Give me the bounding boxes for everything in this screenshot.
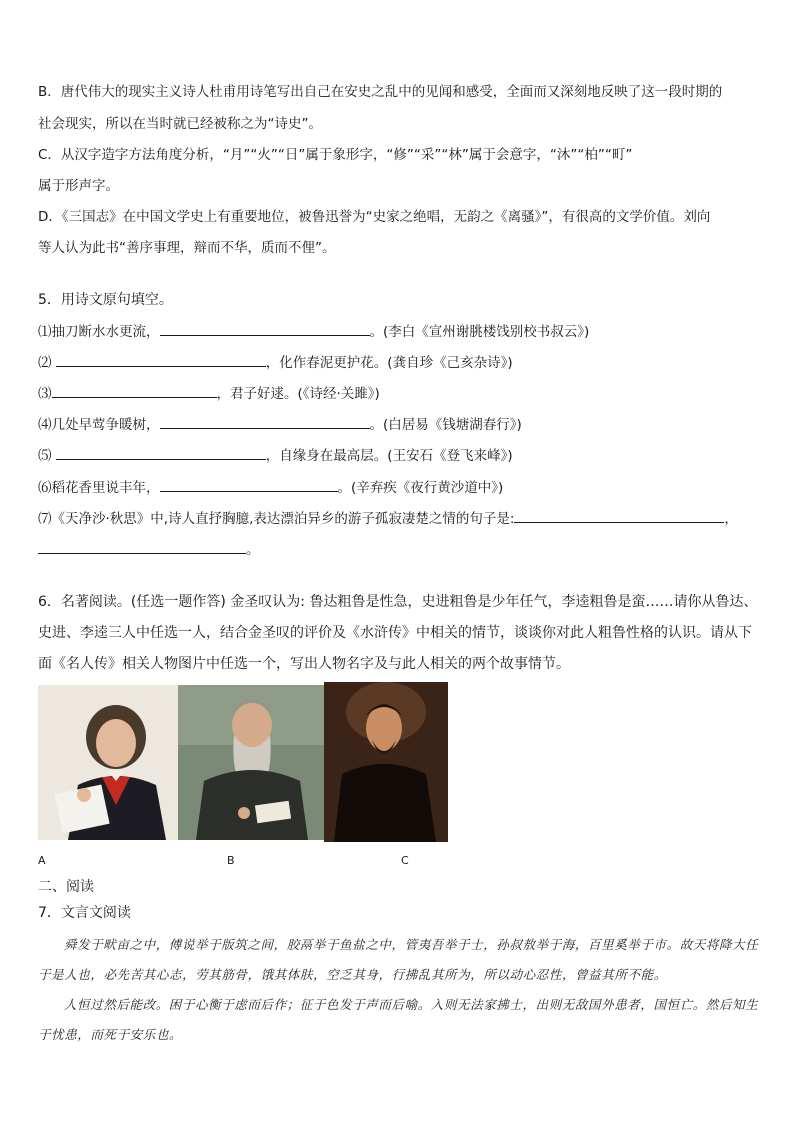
q5-item-2-source: ，化作春泥更护花。(龚自珍《己亥杂诗》) [265,355,513,371]
q5-item-5-source: ，自缘身在最高层。(王安石《登飞来峰》) [265,448,513,464]
q5-item-5-prefix: ⑸ [38,448,56,464]
q5-item-3-prefix: ⑶ [38,386,52,402]
answer-blank[interactable] [160,321,370,336]
q5-item-7-cont [38,539,260,560]
q5-item-4 [38,414,522,435]
q5-item-2 [38,352,513,373]
q5-item-7-comma: ， [724,511,738,527]
q4-option-b-line1: B．唐代伟大的现实主义诗人杜甫用诗笔写出自己在安史之乱中的见闻和感受，全面而又深刻地反映了这一段时期的 [38,84,723,100]
q5-item-3-source: ，君子好逑。(《诗经·关雎》) [216,386,380,402]
answer-blank[interactable] [38,539,246,554]
portrait-a-caption: A [38,854,46,867]
q5-item-1-source: 。(李白《宣州谢朓楼饯别校书叔云》) [369,324,590,340]
portrait-c-caption: C [401,854,409,867]
q5-item-1-prefix: ⑴抽刀断水水更流， [38,324,160,340]
answer-blank[interactable] [514,508,724,523]
q5-item-1 [38,321,589,342]
portrait-a-image [38,685,178,840]
q6-line2: 史进、李逵三人中任选一人，结合金圣叹的评价及《水浒传》中相关的情节，谈谈你对此人粗鲁性格的认识。请从下 [38,625,752,641]
q4-option-c-line2: 属于形声字。 [38,178,119,194]
q6-line3: 面《名人传》相关人物图片中任选一个，写出人物名字及与此人相关的两个故事情节。 [38,656,570,672]
q5-item-3 [38,383,380,404]
q5-item-7-prefix: ⑺《天净沙·秋思》中,诗人直抒胸臆,表达漂泊异乡的游子孤寂凄楚之情的句子是: [38,511,515,527]
classical-paragraph-2: 人恒过然后能改。困于心衡于虑而后作；征于色发于声而后喻。入则无法家拂士，出则无敌国外患者，国恒亡。然后知生于忧患，而死于安乐也。 [38,997,759,1042]
portrait-b-image [178,685,324,840]
portrait-c-image [324,682,448,842]
answer-blank[interactable] [160,477,338,492]
q4-option-c-line1: C．从汉字造字方法角度分析，“月”“火”“日”属于象形字，“修”“采”“林”属于会意字，“沐”“柏”“町” [38,147,633,163]
q4-option-d-line1: D．《三国志》在中国文学史上有重要地位，被鲁迅誉为“史家之绝唱，无韵之《离骚》”，有很高的文学价值。刘向 [38,209,711,225]
portrait-b-caption: B [227,854,235,867]
answer-blank[interactable] [52,383,217,398]
q5-item-6-prefix: ⑹稻花香里说丰年， [38,480,160,496]
answer-blank[interactable] [56,445,266,460]
q4-option-d-line2: 等人认为此书“善序事理，辩而不华，质而不俚”。 [38,240,336,256]
q5-item-5 [38,445,513,466]
q5-item-7 [38,508,738,529]
q5-item-6 [38,477,503,498]
q6-line1: 6．名著阅读。(任选一题作答) 金圣叹认为: 鲁达粗鲁是性急，史进粗鲁是少年任气，李逵粗鲁是蛮……请你从鲁达、 [38,594,758,610]
answer-blank[interactable] [160,414,370,429]
answer-blank[interactable] [56,352,266,367]
q5-item-7-period: 。 [246,542,260,558]
classical-paragraph-1: 舜发于畎亩之中，傅说举于版筑之间，胶鬲举于鱼盐之中，管夷吾举于士，孙叔敖举于海，百里奚举于市。故天将降大任于是人也，必先苦其心志，劳其筋骨，饿其体肤，空乏其身，行拂乱其所为，所以动心忍性，曾益其所不能。 [38,937,759,982]
q7-title: 7．文言文阅读 [38,905,131,921]
q5-item-2-prefix: ⑵ [38,355,56,371]
q5-item-4-source: 。(白居易《钱塘湖春行》) [369,417,522,433]
section-reading-title: 二、阅读 [38,879,94,895]
q5-item-6-source: 。(辛弃疾《夜行黄沙道中》) [337,480,504,496]
q4-option-b-line2: 社会现实，所以在当时就已经被称之为“诗史”。 [38,116,322,132]
q5-title: 5．用诗文原句填空。 [38,292,173,308]
q5-item-4-prefix: ⑷几处早莺争暖树， [38,417,160,433]
